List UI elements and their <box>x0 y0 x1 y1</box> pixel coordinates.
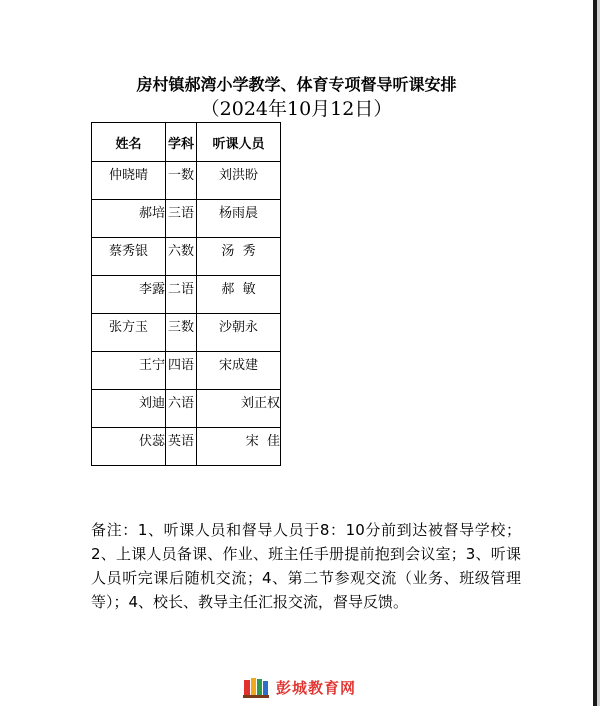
table-header-row <box>92 123 281 162</box>
table-row <box>92 276 281 314</box>
cell-name: 刘迪 <box>92 390 166 428</box>
cell-observer: 刘正权 <box>197 390 281 428</box>
header-subject: 学科 <box>166 123 197 162</box>
header-observer: 听课人员 <box>197 123 281 162</box>
cell-observer: 杨雨晨 <box>197 200 281 238</box>
remarks-note: 备注：1、听课人员和督导人员于8：10分前到达被督导学校；2、上课人员备课、作业、班主任手册提前抱到会议室；3、听课人员听完课后随机交流；4、第二节参观交流（业务、班级管理等）；4、校长、教导主任汇报交流，督导反馈。 <box>91 521 521 611</box>
cell-subject: 四语 <box>166 352 197 390</box>
cell-observer: 沙朝永 <box>197 314 281 352</box>
cell-observer: 刘洪盼 <box>197 162 281 200</box>
site-name[interactable]: 彭城教育网 <box>276 679 357 697</box>
cell-observer: 宋成建 <box>197 352 281 390</box>
cell-observer: 汤 秀 <box>197 238 281 276</box>
header-name: 姓名 <box>92 123 166 162</box>
cell-subject: 三数 <box>166 314 197 352</box>
table-row <box>92 200 281 238</box>
cell-subject: 二语 <box>166 276 197 314</box>
cell-observer: 宋 佳 <box>197 428 281 466</box>
document-title: 房村镇郝湾小学教学、体育专项督导听课安排 <box>136 75 457 94</box>
cell-name: 仲晓晴 <box>92 162 166 200</box>
cell-subject: 六数 <box>166 238 197 276</box>
table-row <box>92 314 281 352</box>
cell-subject: 六语 <box>166 390 197 428</box>
cell-subject: 英语 <box>166 428 197 466</box>
document-date: （2024年10月12日） <box>200 98 393 120</box>
table-row <box>92 352 281 390</box>
cell-name: 王宁 <box>92 352 166 390</box>
table-row <box>92 428 281 466</box>
books-logo-icon <box>243 676 269 698</box>
cell-name: 郝培 <box>92 200 166 238</box>
cell-name: 蔡秀银 <box>92 238 166 276</box>
table-row <box>92 162 281 200</box>
cell-name: 伏蕊 <box>92 428 166 466</box>
cell-name: 张方玉 <box>92 314 166 352</box>
cell-subject: 三语 <box>166 200 197 238</box>
cell-observer: 郝 敏 <box>197 276 281 314</box>
table-row <box>92 238 281 276</box>
table-row <box>92 390 281 428</box>
cell-name: 李露 <box>92 276 166 314</box>
schedule-table <box>91 122 281 466</box>
cell-subject: 一数 <box>166 162 197 200</box>
